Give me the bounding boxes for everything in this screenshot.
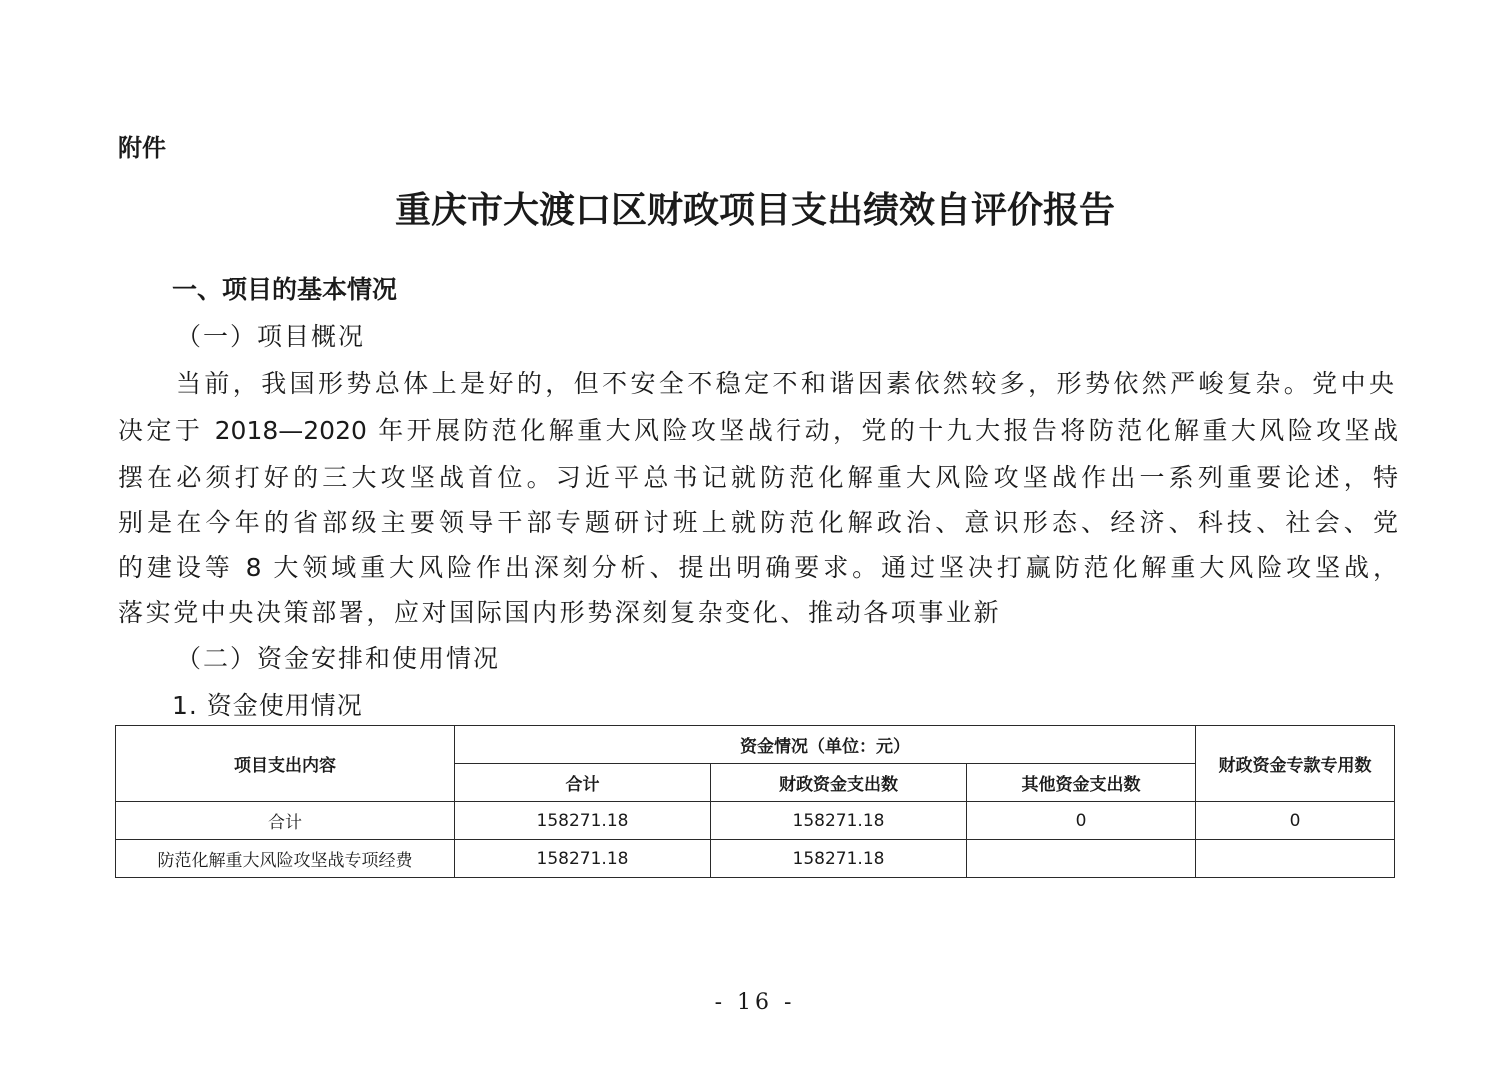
cell-fiscal: 158271.18 [711, 840, 967, 878]
page-number: - 16 - [714, 990, 796, 1015]
cell-special: 0 [1196, 802, 1395, 840]
paragraph-line: 当前，我国形势总体上是好的，但不安全不稳定不和谐因素依然较多，形势依然严峻复杂。党中央 [176, 369, 1394, 398]
cell-total: 158271.18 [455, 840, 711, 878]
cell-special [1196, 840, 1395, 878]
paragraph-line: 别是在今年的省部级主要领导干部专题研讨班上就防范化解政治、意识形态、经济、科技、社会、党 [118, 508, 1398, 537]
cell-fiscal: 158271.18 [711, 802, 967, 840]
subheading-project-overview: （一）项目概况 [176, 322, 366, 351]
cell-other: 0 [967, 802, 1196, 840]
table-row [116, 802, 1395, 840]
table-header-row [116, 726, 1395, 764]
paragraph-line: 落实党中央决策部署，应对国际国内形势深刻复杂变化、推动各项事业新 [118, 598, 1002, 627]
header-project-content: 项目支出内容 [116, 726, 455, 802]
page-title: 重庆市大渡口区财政项目支出绩效自评价报告 [394, 189, 1115, 231]
cell-other [967, 840, 1196, 878]
paragraph-line: 的建设等 8 大领域重大风险作出深刻分析、提出明确要求。通过坚决打赢防范化解重大风险攻坚战， [118, 553, 1398, 582]
cell-item: 防范化解重大风险攻坚战专项经费 [116, 840, 455, 878]
header-other: 其他资金支出数 [967, 764, 1196, 802]
item-fund-usage: 1. 资金使用情况 [172, 691, 363, 720]
subheading-funding: （二）资金安排和使用情况 [176, 644, 501, 673]
header-total: 合计 [455, 764, 711, 802]
header-fiscal: 财政资金支出数 [711, 764, 967, 802]
header-special-use: 财政资金专款专用数 [1196, 726, 1395, 802]
header-funding-group: 资金情况（单位：元） [455, 726, 1196, 764]
table-row [116, 840, 1395, 878]
paragraph-line: 摆在必须打好的三大攻坚战首位。习近平总书记就防范化解重大风险攻坚战作出一系列重要论述，特 [118, 463, 1398, 492]
attachment-label: 附件 [118, 134, 166, 162]
funds-table [115, 725, 1395, 878]
paragraph-line: 决定于 2018—2020 年开展防范化解重大风险攻坚战行动，党的十九大报告将防范化解重大风险攻坚战 [118, 416, 1398, 445]
cell-item: 合计 [116, 802, 455, 840]
section-heading-basic-info: 一、项目的基本情况 [172, 275, 398, 304]
cell-total: 158271.18 [455, 802, 711, 840]
